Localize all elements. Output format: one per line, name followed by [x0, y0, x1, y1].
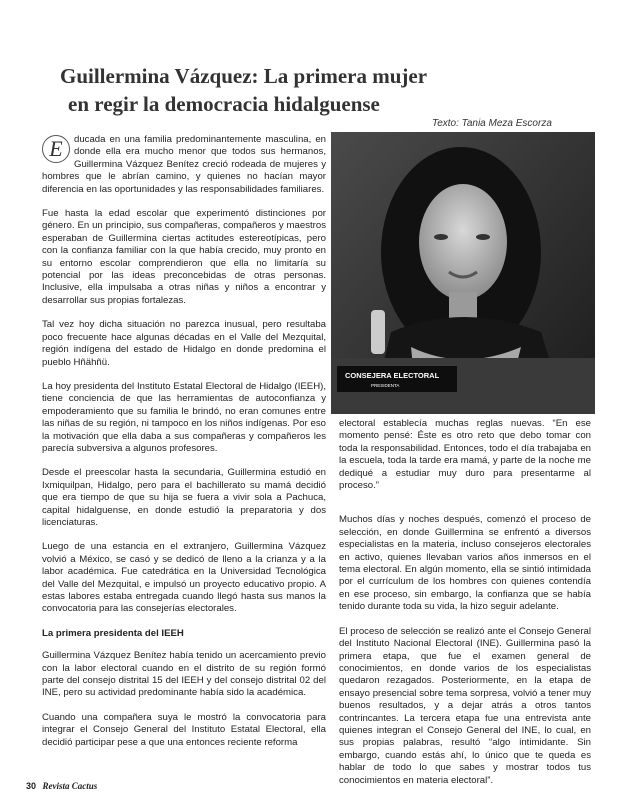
title-line-1: Guillermina Vázquez: La primera mujer: [60, 64, 428, 88]
paragraph-3: Tal vez hoy dicha situación no parezca inusual, pero resultaba poco frecuente hace algunas décadas en el Valle del Mezquital, región indígena del estado de Hidalgo en donde predomina el pueblo Hñähñü.: [42, 319, 326, 368]
paragraph-4: La hoy presidenta del Instituto Estatal Electoral de Hidalgo (IEEH), tiene conciencia de que las herramientas de autoconfianza y empoderamiento que su familia le brindó, no eran comunes entre las niñas de su región, ni tampoco en los niños indígenas. Por eso la motivación que ella daba a sus compañeras y compañeros les parecía subversiva a algunos profesores.: [42, 380, 326, 454]
section-subhead: La primera presidenta del IEEH: [42, 627, 184, 639]
paragraph-2: Fue hasta la edad escolar que experimentó distinciones por género. En un principio, sus compañeras, compañeros y maestros esperaban de Guillermina ciertas actitudes estereotípicas, pero con la confianza familiar con la que había crecido, muy pronto en su entorno escolar comprendieron que ella no limitaría su potencial por las ideas preconcebidas de otras personas. Inclusive, ella impulsaba a otras niñas y niños a encontrar y desarrollar sus propias fortalezas.: [42, 208, 326, 306]
right-column: [339, 418, 591, 799]
nameplate-sub-text: PRESIDENTA: [371, 383, 400, 388]
dropcap: E: [42, 135, 70, 163]
magazine-name: Revista Cactus: [42, 781, 98, 791]
byline: Texto: Tania Meza Escorza: [432, 118, 552, 129]
paragraph-8: Cuando una compañera suya le mostró la convocatoria para integrar el Consejo General del Instituto Estatal Electoral, ella decidió participar pese a que una entonces reciente reforma: [42, 711, 326, 748]
portrait-illustration: [331, 132, 595, 414]
article-title: [60, 62, 480, 118]
nameplate-text: CONSEJERA ELECTORAL: [345, 371, 440, 380]
page-footer: [26, 781, 97, 791]
title-line-2: en regir la democracia hidalguense: [68, 92, 380, 116]
paragraph-7: Guillermina Vázquez Benítez había tenido un acercamiento previo con la labor electoral cuando en el distrito de su región formó parte del consejo distrital 15 del IEEH y del consejo distrital 02 del INE, pero su actividad predominante había sido la académica.: [42, 650, 326, 699]
page-number: 30: [26, 781, 37, 791]
right-paragraph-3: El proceso de selección se realizó ante el Consejo General del Instituto Nacional Electoral (INE). Guillermina pasó la primera etapa, que fue el examen general de conocimientos, en donde varios de los especialistas quedaron rezagados. Posteriormente, en la etapa de ensayo presencial sobre tema sorpresa, volvió a tener muy buenos resultados, y a dejar atrás a otros tantos contrincantes. La tercera etapa fue una entrevista ante quienes integran el Consejo General del INE, lo cual, en sus propias palabras, resultó “algo intimidante. Sin embargo, cuando estás ahí, lo único que te queda es hablar de todo lo que sabes y mostrar todos tus conocimientos en materia electoral”.: [339, 625, 591, 786]
right-paragraph-2: Muchos días y noches después, comenzó el proceso de selección, en donde Guillermina se enfrentó a diversos especialistas en la materia, incluso consejeros electorales en activo, quienes llevaban varios años inmersos en el tema electoral. En algún momento, ella se sintió intimidada por el currículum de los hombres con quienes contendía en ese proceso, sin embargo, la confianza que se había tenido durante toda su vida, la hizo seguir adelante.: [339, 514, 591, 613]
paragraph-1: [42, 134, 326, 196]
left-column: [42, 134, 326, 761]
right-paragraph-1: electoral establecía muchas reglas nuevas. “En ese momento pensé: Éste es otro reto que debo tomar con toda la responsabilidad. Entonces, todo el día trabajaba en la escuela, toda la tarde era mamá, y parte de la noche me dediqué a estudiar muy duro para presentarme al proceso.”: [339, 418, 591, 492]
paragraph-6: Luego de una estancia en el extranjero, Guillermina Vázquez volvió a México, se casó y se dedicó de lleno a la crianza y a la labor académica. Fue catedrática en la Universidad Tecnológica del Valle del Mezquital, e impulsó un proyecto educativo propio. A estas labores estaba entregada cuando llegó hasta sus manos la convocatoria para las consejerías electorales.: [42, 541, 326, 615]
portrait-photo: [331, 132, 595, 414]
paragraph-1-text: ducada en una familia predominantemente masculina, en donde ella era mucho menor que todos sus hermanos, Guillermina Vázquez Benítez creció rodeada de mujeres y hombres que le abrían camino, y quienes no hacían mayor diferencia en las oportunidades y las responsabilidades familiares.: [42, 134, 326, 195]
paragraph-5: Desde el preescolar hasta la secundaria, Guillermina estudió en Ixmiquilpan, Hidalgo, pero para el bachillerato su mamá decidió que era tiempo de que su hija se fuera a vivir sola a Pachuca, capital hidalguense, en donde estudió la preparatoria y dos licenciaturas.: [42, 467, 326, 528]
